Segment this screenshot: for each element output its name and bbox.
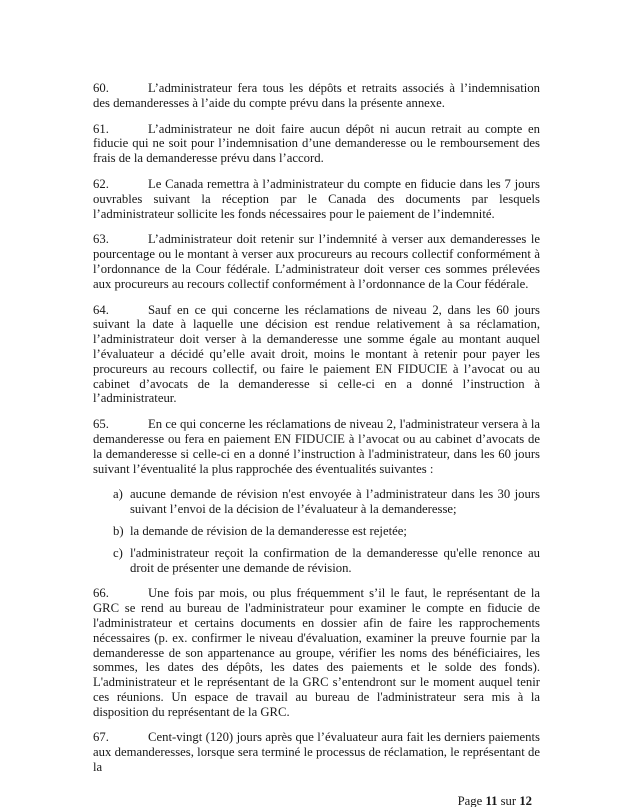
footer-current-page: 11	[485, 793, 498, 807]
paragraph-67-number: 67.	[93, 730, 109, 745]
paragraph-65-sublist	[93, 487, 540, 575]
paragraph-60-text: L’administrateur fera tous les dépôts et retraits associés à l’indemnisation des demanderesses à l’aide du compte prévu dans la présente annexe.	[93, 81, 540, 110]
list-item-c-text: l'administrateur reçoit la confirmation de la demanderesse qu'elle renonce au droit de présenter une demande de révision.	[130, 545, 540, 575]
paragraph-61	[93, 122, 540, 166]
footer-separator: sur	[500, 793, 517, 807]
list-item-b	[113, 524, 540, 539]
footer-total-pages: 12	[519, 793, 532, 807]
paragraph-65-text: En ce qui concerne les réclamations de niveau 2, l'administrateur versera à la demanderesse ou fera en paiement EN FIDUCIE à l’avocat ou au cabinet d’avocats de la demanderesse si celle-ci en a donné l’instruction à l'administrateur, dans les 60 jours suivant l’éventualité la plus rapprochée des éventualités suivantes :	[93, 417, 540, 476]
paragraph-64	[93, 303, 540, 407]
list-item-a-text: aucune demande de révision n'est envoyée à l’administrateur dans les 30 jours suivant l’envoi de la décision de l’évaluateur à la demanderesse;	[130, 487, 540, 517]
list-item-a	[113, 487, 540, 517]
paragraph-61-number: 61.	[93, 121, 109, 136]
document-body	[93, 81, 540, 807]
list-item-a-marker: a)	[113, 487, 123, 502]
paragraph-64-number: 64.	[93, 302, 109, 317]
paragraph-67-text: Cent-vingt (120) jours après que l’évaluateur aura fait les derniers paiements aux demanderesses, lorsque sera terminé le processus de réclamation, le représentant de la	[93, 730, 540, 775]
paragraph-65	[93, 417, 540, 476]
paragraph-63	[93, 232, 540, 291]
paragraph-63-number: 63.	[93, 232, 109, 247]
list-item-c-marker: c)	[113, 545, 123, 560]
paragraph-65-number: 65.	[93, 417, 109, 432]
paragraph-62	[93, 177, 540, 221]
paragraph-60	[93, 81, 540, 111]
paragraph-63-text: L’administrateur doit retenir sur l’indemnité à verser aux demanderesses le pourcentage ou le montant à verser aux procureurs au recours collectif conformément à l’ordonnance de la Cour fédérale. L’administrateur doit verser ces sommes prélevées aux procureurs au recours collectif conformément à l’ordonnance de la Cour fédérale.	[93, 232, 540, 291]
paragraph-60-number: 60.	[93, 81, 109, 95]
paragraph-62-text: Le Canada remettra à l’administrateur du compte en fiducie dans les 7 jours ouvrables suivant la réception par le Canada des documents par lesquels l’administrateur sollicite les fonds nécessaires pour le paiement de l’indemnité.	[93, 176, 540, 221]
paragraph-62-number: 62.	[93, 176, 109, 191]
paragraph-61-text: L’administrateur ne doit faire aucun dépôt ni aucun retrait au compte en fiducie qui ne soit pour l’indemnisation d’une demanderesse ou le remboursement des frais de la demanderesse prévu dans l’accord.	[93, 121, 540, 166]
paragraph-67	[93, 730, 540, 774]
footer-page-label: Page	[457, 793, 483, 807]
list-item-b-text: la demande de révision de la demanderesse est rejetée;	[130, 523, 407, 538]
paragraph-66	[93, 586, 540, 719]
list-item-c	[113, 546, 540, 576]
page-footer	[93, 794, 540, 807]
paragraph-64-text: Sauf en ce qui concerne les réclamations de niveau 2, dans les 60 jours suivant la date à laquelle une décision est rendue relativement à sa réclamation, l’administrateur doit verser à la demanderesse une somme égale au montant auquel l’évaluateur a décidé qu’elle avait droit, moins le montant à retenir pour payer les procureurs au recours collectif, ou faire le paiement EN FIDUCIE à l’avocat ou au cabinet d’avocats de la demanderesse si celle-ci en a donné l’instruction à l’administrateur.	[93, 302, 540, 406]
paragraph-66-text: Une fois par mois, ou plus fréquemment s’il le faut, le représentant de la GRC se rend au bureau de l'administrateur pour examiner le compte en fiducie de l'administrateur et certains documents en dossier afin de faire les rapprochements nécessaires (p. ex. confirmer le niveau d'évaluation, examiner la preuve fournie par la demanderesse de son appartenance au groupe, vérifier les noms des bénéficiaires, les sommes, les dates des dépôts, les dates des paiements et le solde des fonds). L'administrateur et le représentant de la GRC s’entendront sur le moment auquel tenir ces réunions. Un espace de travail au bureau de l'administrateur sera mis à la disposition du représentant de la GRC.	[93, 586, 540, 719]
list-item-b-marker: b)	[113, 523, 124, 538]
paragraph-66-number: 66.	[93, 586, 109, 601]
